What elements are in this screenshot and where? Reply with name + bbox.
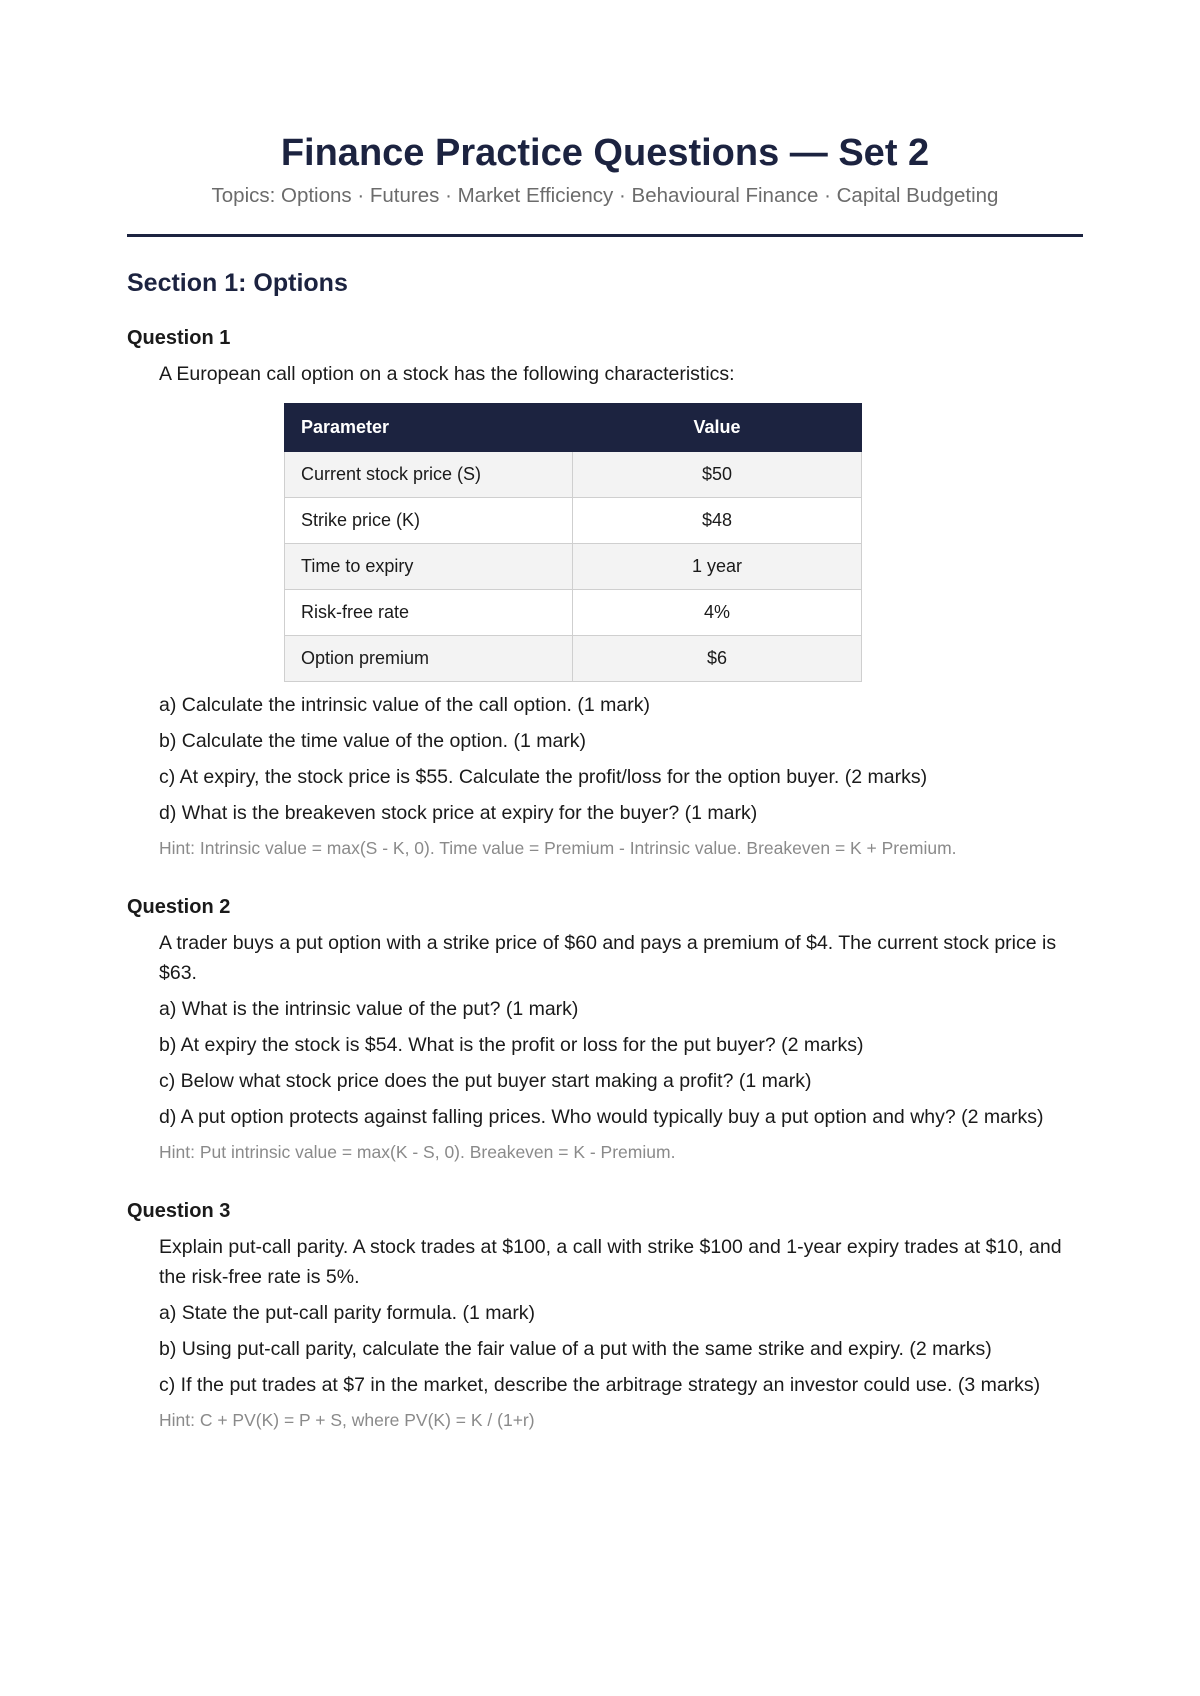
question-hint: Hint: C + PV(K) = P + S, where PV(K) = K / (1+r) [159,1410,535,1430]
value-cell: 1 year [573,544,862,590]
table-row [285,636,862,682]
title-divider [127,234,1083,237]
question-part-c: c) If the put trades at $7 in the market, describe the arbitrage strategy an investor could use. (3 marks) [159,1374,1041,1396]
question-title: Question 1 [127,327,231,349]
document-subtitle: Topics: Options · Futures · Market Efficiency · Behavioural Finance · Capital Budgeting [211,184,999,207]
question-2 [127,894,1083,1166]
table-header-row [285,404,862,452]
question-part-a: a) State the put-call parity formula. (1 mark) [159,1302,536,1324]
question-title: Question 2 [127,896,231,918]
column-header-parameter: Parameter [285,404,573,452]
parameter-cell: Strike price (K) [285,498,573,544]
question-part-b: b) Calculate the time value of the option. (1 mark) [159,730,587,752]
parameter-table [284,403,862,682]
question-part-a: a) What is the intrinsic value of the put? (1 mark) [159,998,579,1020]
question-intro: Explain put-call parity. A stock trades at $100, a call with strike $100 and 1-year expiry trades at $10, and the risk-free rate is 5%. [159,1236,1062,1288]
table-row [285,544,862,590]
question-part-b: b) At expiry the stock is $54. What is the profit or loss for the put buyer? (2 marks) [159,1034,864,1056]
question-hint: Hint: Put intrinsic value = max(K - S, 0). Breakeven = K - Premium. [159,1142,676,1162]
value-cell: $50 [573,452,862,498]
question-part-c: c) At expiry, the stock price is $55. Calculate the profit/loss for the option buyer. (2 marks) [159,766,928,788]
question-3 [127,1198,1083,1434]
value-cell: $48 [573,498,862,544]
column-header-value: Value [573,404,862,452]
value-cell: 4% [573,590,862,636]
section-title: Section 1: Options [127,269,348,297]
question-part-a: a) Calculate the intrinsic value of the call option. (1 mark) [159,694,650,716]
question-part-d: d) A put option protects against falling prices. Who would typically buy a put option and why? (2 marks) [159,1106,1044,1128]
question-hint: Hint: Intrinsic value = max(S - K, 0). Time value = Premium - Intrinsic value. Breakeven = K + Premium. [159,838,957,858]
question-part-c: c) Below what stock price does the put buyer start making a profit? (1 mark) [159,1070,812,1092]
question-body [127,1232,1083,1434]
parameter-cell: Current stock price (S) [285,452,573,498]
question-intro: A European call option on a stock has the following characteristics: [159,363,735,385]
question-body [127,928,1083,1166]
parameter-cell: Option premium [285,636,573,682]
document-page [127,0,1083,1434]
document-title: Finance Practice Questions — Set 2 [280,132,930,174]
table-row [285,498,862,544]
question-body [127,359,1083,389]
table-row [285,590,862,636]
question-parts [127,690,1083,862]
question-title: Question 3 [127,1200,231,1222]
parameter-cell: Risk-free rate [285,590,573,636]
parameter-cell: Time to expiry [285,544,573,590]
value-cell: $6 [573,636,862,682]
question-part-b: b) Using put-call parity, calculate the fair value of a put with the same strike and expiry. (2 marks) [159,1338,992,1360]
table-row [285,452,862,498]
question-1 [127,325,1083,862]
question-part-d: d) What is the breakeven stock price at expiry for the buyer? (1 mark) [159,802,758,824]
question-intro: A trader buys a put option with a strike price of $60 and pays a premium of $4. The current stock price is $63. [159,932,1057,984]
